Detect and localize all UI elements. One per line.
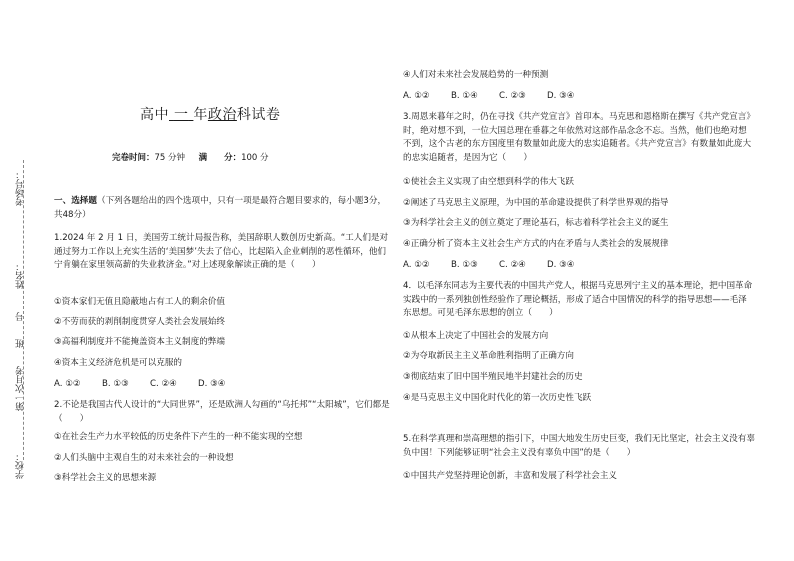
q1-choices — [54, 378, 392, 392]
title-grade: 一 — [173, 107, 189, 123]
q4-option-3: ③彻底结束了旧中国半殖民地半封建社会的历史 — [403, 372, 583, 382]
score-value: 100 分 — [241, 153, 269, 163]
q3-choice-c: C. ②④ — [499, 260, 526, 270]
section-instructions: （下列各题给出的四个选项中，只有一项是最符合题目要求的，每小题3分，共48分） — [54, 196, 387, 220]
q3-option-4: ④正确分析了资本主义社会生产方式的内在矛盾与人类社会的发展规律 — [403, 239, 669, 249]
q5-option-1: ①中国共产党坚持理论创新，丰富和发展了科学社会主义 — [403, 471, 617, 481]
q4-option-4: ④是马克思主义中国化时代化的第一次历史性飞跃 — [403, 393, 592, 403]
q2-choices — [403, 90, 755, 104]
question-2: 2.不论是我国古代人设计的“大同世界”，还是欧洲人勾画的“乌托邦”“太阳城”，它们都是（ ） — [54, 400, 390, 424]
section-title: 一、选择题 — [54, 196, 97, 206]
score-label: 满 分： — [198, 153, 242, 163]
title-year-word: 年 — [193, 107, 208, 123]
time-label: 完卷时间： — [112, 153, 155, 163]
q1-option-4: ④资本主义经济危机是可以克服的 — [54, 358, 183, 368]
q3-option-1: ①使社会主义实现了由空想到科学的伟大飞跃 — [403, 177, 574, 187]
q1-choice-c: C. ②④ — [150, 379, 177, 389]
binding-dashed-line — [23, 160, 24, 460]
q3-choice-d: D. ③④ — [547, 260, 575, 270]
q1-choice-d: D. ③④ — [198, 379, 226, 389]
title-school-level: 高中 — [140, 107, 169, 123]
q2-option-2: ②人们头脑中主观自生的对未来社会的一种设想 — [54, 453, 234, 463]
exam-meta — [112, 151, 269, 163]
title-subject: 政治 — [207, 107, 237, 123]
q3-choice-a: A. ①② — [403, 260, 430, 270]
binding-margin — [0, 0, 34, 561]
q3-choice-b: B. ①③ — [451, 260, 478, 270]
exam-number-label: 考场号： — [16, 170, 26, 206]
q1-choice-b: B. ①③ — [102, 379, 129, 389]
q2-choice-d: D. ③④ — [547, 91, 575, 101]
question-4: 4．以毛泽东同志为主要代表的中国共产党人，根据马克思列宁主义的基本理论，把中国革命实践中的一系列独创性经验作了理论概括，形成了适合中国情况的科学的指导思想——毛泽东思想。可见毛泽东思想的创立（ ） — [403, 281, 753, 319]
q3-choices — [403, 259, 755, 273]
q2-option-4: ④人们对未来社会发展趋势的一种预测 — [403, 70, 549, 80]
q1-option-1: ①资本家们无值且隐蔽地占有工人的剩余价值 — [54, 297, 225, 307]
class-label: 第一次月考 班 号 — [16, 312, 26, 411]
q1-option-2: ②不劳而获的剥削制度贯穿人类社会发展始终 — [54, 317, 225, 327]
q2-choice-b: B. ①④ — [451, 91, 478, 101]
q2-option-1: ①在社会生产力水平较低的历史条件下产生的一种不能实现的空想 — [54, 432, 303, 442]
q4-option-2: ②为夺取新民主主义革命胜利指明了正确方向 — [403, 351, 574, 361]
title-suffix: 科试卷 — [236, 107, 281, 123]
question-5: 5.在科学真理和崇高理想的指引下，中国大地发生历史巨变，我们无比坚定，社会主义没有辜负中国！下列能够证明“社会主义没有辜负中国”的是（ ） — [403, 434, 755, 458]
question-1: 1.2024 年 2 月 1 日，美国劳工统计局报告称，美国辞职人数创历史新高。“工人们是对通过努力工作以上充实生活的‘美国梦’失去了信心，比起陷入企业刺削的恶性循环，他们宁肯躺在家里领高薪的失业救济金。”对上述现象解读正确的是（ ） — [54, 233, 389, 271]
q3-option-2: ②阐述了马克思主义原理，为中国的革命建设提供了科学世界观的指导 — [403, 198, 669, 208]
question-3: 3.周恩来暮年之时，仍在寻找《共产党宣言》首印本。马克思和恩格斯在撰写《共产党宣言》时，绝对想不到，一位大国总理在垂暮之年依然对这部作品念念不忘。当然，他们也绝对想不到，这个古老的东方国度里有数量如此庞大的忠实追随者。《共产党宣言》有数量如此庞大的忠实追随者，是因为它（ ） — [403, 112, 755, 163]
time-value: 75 分钟 — [154, 153, 186, 163]
name-label: 姓名： — [16, 262, 26, 289]
q3-option-3: ③为科学社会主义的创立奠定了理论基石，标志着科学社会主义的诞生 — [403, 218, 669, 228]
q2-option-3: ③科学社会主义的思想来源 — [54, 473, 157, 483]
q1-option-3: ③高福利制度并不能掩盖资本主义制度的弊端 — [54, 337, 225, 347]
q2-choice-c: C. ②③ — [499, 91, 526, 101]
q2-choice-a: A. ①② — [403, 91, 430, 101]
school-label: 学校： — [16, 452, 26, 479]
section-heading — [54, 195, 392, 222]
q1-choice-a: A. ①② — [54, 379, 81, 389]
exam-title — [140, 104, 280, 124]
q4-option-1: ①从根本上决定了中国社会的发展方向 — [403, 331, 549, 341]
